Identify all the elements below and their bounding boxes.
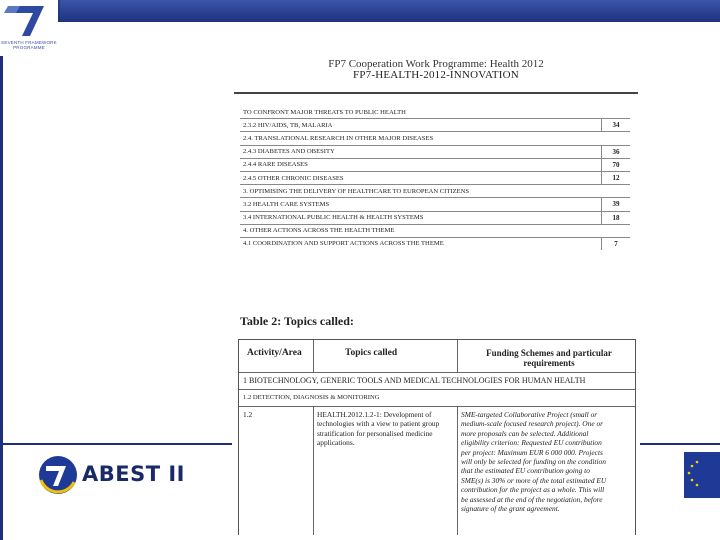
topics-table-row xyxy=(240,211,630,224)
topic-label: 3. OPTIMISING THE DELIVERY OF HEALTHCARE TO EUROPEAN CITIZENS xyxy=(240,185,602,198)
topics-table xyxy=(240,106,630,250)
topic-label: 2.4.5 OTHER CHRONIC DISEASES xyxy=(240,171,602,184)
fp7-logo-label-line1: SEVENTH FRAMEWORK xyxy=(1,40,57,45)
topics-table-row xyxy=(240,198,630,211)
topic-label: 2.4.4 RARE DISEASES xyxy=(240,158,602,171)
topics-table-row xyxy=(240,158,630,171)
document-page-top xyxy=(232,56,640,274)
topic-value: 70 xyxy=(602,158,631,171)
topics-table-row xyxy=(240,145,630,158)
topic-value xyxy=(602,106,631,119)
topics-called-table xyxy=(238,339,636,535)
topics-table-row xyxy=(240,119,630,132)
topics-table-row xyxy=(240,224,630,237)
row-activity: 1.2 xyxy=(243,410,253,419)
topics-table-row xyxy=(240,185,630,198)
eu-flag xyxy=(684,452,720,498)
topic-label: 3.4 INTERNATIONAL PUBLIC HEALTH & HEALTH SYSTEMS xyxy=(240,211,602,224)
row-funding-line: will only be selected for funding on the condition xyxy=(461,457,606,467)
fp7-logo xyxy=(0,0,58,56)
row-topic-line: HEALTH.2012.1.2-1: Development of xyxy=(317,410,432,419)
row-topic-line: technologies with a view to patient group xyxy=(317,419,440,429)
row-funding-line: that the estimated EU contribution going to xyxy=(461,466,590,476)
topic-value: 7 xyxy=(602,237,631,250)
topic-label: 2.4. TRANSLATIONAL RESEARCH IN OTHER MAJOR DISEASES xyxy=(240,132,602,145)
row-funding-line: signature of the grant agreement. xyxy=(461,504,560,514)
topics-table-row xyxy=(240,237,630,250)
column-header-topics: Topics called xyxy=(345,348,398,358)
row-funding-line: SME-targeted Collaborative Project (small or xyxy=(461,410,598,419)
row-topic-line: applications. xyxy=(317,438,355,448)
topic-value: 36 xyxy=(602,145,631,158)
document-page xyxy=(232,56,640,534)
topic-label: 2.3.2 HIV/AIDS, TB, MALARIA xyxy=(240,119,602,132)
topic-value: 34 xyxy=(602,119,631,132)
row-topic xyxy=(317,410,453,448)
column-header-funding-line2: requirements xyxy=(523,358,575,368)
topics-table-row xyxy=(240,132,630,145)
topic-label: 4.1 COORDINATION AND SUPPORT ACTIONS ACROSS THE THEME xyxy=(243,240,444,248)
row-topic-line: stratification for personalised medicine xyxy=(317,428,433,438)
topic-value xyxy=(602,132,631,145)
abest-name: ABEST II xyxy=(82,462,185,486)
document-header-line2: FP7-HEALTH-2012-INNOVATION xyxy=(353,69,519,81)
fp7-logo-label-line2: PROGRAMME xyxy=(13,45,45,50)
row-funding xyxy=(461,410,633,513)
document-header-line1: FP7 Cooperation Work Programme: Health 2012 xyxy=(328,58,544,70)
header-divider xyxy=(234,92,638,94)
topic-value xyxy=(602,185,631,198)
topic-value: 39 xyxy=(602,198,631,211)
table2-title: Table 2: Topics called: xyxy=(240,314,354,328)
fp7-logo-mark xyxy=(0,0,58,40)
topic-value: 12 xyxy=(602,171,631,184)
column-header-funding xyxy=(467,348,631,368)
eu-stars-icon xyxy=(684,452,720,498)
section-row: 1 BIOTECHNOLOGY, GENERIC TOOLS AND MEDICAL TECHNOLOGIES FOR HUMAN HEALTH xyxy=(243,376,586,385)
column-header-funding-line1: Funding Schemes and particular xyxy=(486,348,612,358)
column-header-activity: Activity/Area xyxy=(247,348,302,358)
row-funding-line: be assessed at the end of the negotiation, before xyxy=(461,494,603,504)
topics-table-row xyxy=(240,171,630,184)
row-funding-line: medium-scale focused research project). One or xyxy=(461,419,604,429)
row-funding-line: more proposals can be selected. Additional xyxy=(461,428,589,438)
topic-value xyxy=(602,224,631,237)
topic-label: 2.4.3 DIABETES AND OBESITY xyxy=(240,145,602,158)
left-rule xyxy=(0,56,3,540)
top-banner xyxy=(0,0,720,22)
row-funding-line: eligibility criterion: Requested EU contribution xyxy=(461,438,602,448)
topics-table-row xyxy=(240,106,630,119)
subsection-row: 1.2 DETECTION, DIAGNOSIS & MONITORING xyxy=(243,394,380,401)
topic-value: 18 xyxy=(602,211,631,224)
row-funding-line: per project: Maximum EUR 6 000 000. Projects xyxy=(461,447,603,457)
topic-label: 4. OTHER ACTIONS ACROSS THE HEALTH THEME xyxy=(240,224,602,237)
topic-label: 3.2 HEALTH CARE SYSTEMS xyxy=(240,198,602,211)
row-funding-line: contribution for the project as a whole. This will xyxy=(461,485,605,495)
row-funding-line: SME(s) is 30% or more of the total estimated EU xyxy=(461,475,607,485)
topic-label: TO CONFRONT MAJOR THREATS TO PUBLIC HEALTH xyxy=(240,106,602,119)
fp7-logo-label xyxy=(0,40,58,50)
